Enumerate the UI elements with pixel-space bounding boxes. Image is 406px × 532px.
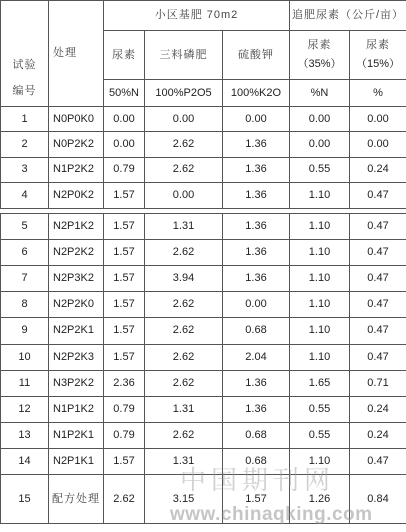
cell-no: 3 <box>1 157 49 182</box>
cell-treatment: N2P2K3 <box>49 344 104 370</box>
header-topdress: 追肥尿素（公斤/亩） <box>290 1 406 31</box>
cell-u15: 0.47 <box>350 318 406 344</box>
header-superphosphate: 三料磷肥 <box>145 31 223 80</box>
cell-p: 2.62 <box>145 318 223 344</box>
cell-u35: 1.10 <box>290 183 350 208</box>
cell-u15: 0.47 <box>350 239 406 265</box>
cell-treatment: 配方处理 <box>49 475 104 524</box>
table-row <box>1 213 406 239</box>
cell-u35: 0.55 <box>290 423 350 449</box>
cell-treatment: N2P2K2 <box>49 239 104 265</box>
table-row <box>1 183 406 208</box>
table-row <box>1 107 406 132</box>
cell-k: 2.04 <box>223 344 290 370</box>
cell-u15: 0.47 <box>350 449 406 475</box>
table-row <box>1 318 406 344</box>
header-base-fertilizer: 小区基肥 70m2 <box>104 1 290 31</box>
cell-urea: 1.57 <box>104 239 145 265</box>
cell-no: 11 <box>1 370 49 396</box>
table-row <box>1 370 406 396</box>
header-urea-15-name: 尿素 <box>366 39 391 51</box>
cell-urea: 0.79 <box>104 423 145 449</box>
cell-u35: 1.10 <box>290 318 350 344</box>
cell-urea: 2.62 <box>104 475 145 524</box>
table-row <box>1 423 406 449</box>
cell-p: 2.62 <box>145 344 223 370</box>
cell-no: 10 <box>1 344 49 370</box>
cell-k: 0.68 <box>223 423 290 449</box>
cell-p: 2.62 <box>145 370 223 396</box>
cell-u15: 0.84 <box>350 475 406 524</box>
cell-p: 1.31 <box>145 396 223 422</box>
cell-treatment: N2P1K1 <box>49 449 104 475</box>
cell-urea: 1.57 <box>104 265 145 291</box>
cell-u35: 0.00 <box>290 107 350 132</box>
header-urea-35-name: 尿素 <box>307 39 332 51</box>
cell-treatment: N2P1K2 <box>49 213 104 239</box>
cell-u15: 0.24 <box>350 157 406 182</box>
cell-no: 12 <box>1 396 49 422</box>
header-urea-15 <box>350 31 406 80</box>
cell-urea: 2.36 <box>104 370 145 396</box>
header-urea: 尿素 <box>104 31 145 80</box>
table-row <box>1 475 406 524</box>
cell-u35: 1.10 <box>290 344 350 370</box>
cell-p: 0.00 <box>145 107 223 132</box>
cell-p: 2.62 <box>145 157 223 182</box>
cell-u35: 1.26 <box>290 475 350 524</box>
cell-p: 2.62 <box>145 423 223 449</box>
cell-u15: 0.47 <box>350 183 406 208</box>
table-row <box>1 344 406 370</box>
cell-k: 0.68 <box>223 318 290 344</box>
cell-u15: 0.00 <box>350 132 406 157</box>
cell-no: 8 <box>1 292 49 318</box>
cell-k: 1.36 <box>223 157 290 182</box>
cell-u35: 1.65 <box>290 370 350 396</box>
cell-p: 3.94 <box>145 265 223 291</box>
cell-urea: 0.79 <box>104 157 145 182</box>
cell-k: 1.36 <box>223 265 290 291</box>
cell-no: 2 <box>1 132 49 157</box>
cell-no: 14 <box>1 449 49 475</box>
cell-treatment: N2P2K1 <box>49 318 104 344</box>
header-urea-15-pct: （15%） <box>356 58 401 70</box>
cell-p: 3.15 <box>145 475 223 524</box>
cell-u15: 0.71 <box>350 370 406 396</box>
cell-p: 1.31 <box>145 213 223 239</box>
cell-treatment: N2P2K0 <box>49 292 104 318</box>
cell-k: 1.57 <box>223 475 290 524</box>
table-row <box>1 396 406 422</box>
table-row <box>1 132 406 157</box>
cell-urea: 1.57 <box>104 318 145 344</box>
cell-no: 1 <box>1 107 49 132</box>
unit-35: %N <box>290 80 350 107</box>
cell-k: 1.36 <box>223 213 290 239</box>
cell-u15: 0.24 <box>350 396 406 422</box>
cell-no: 13 <box>1 423 49 449</box>
cell-urea: 0.79 <box>104 396 145 422</box>
cell-p: 2.62 <box>145 239 223 265</box>
table-row <box>1 449 406 475</box>
cell-u35: 1.10 <box>290 213 350 239</box>
cell-k: 1.36 <box>223 132 290 157</box>
cell-urea: 1.57 <box>104 292 145 318</box>
cell-u35: 1.10 <box>290 292 350 318</box>
cell-p: 2.62 <box>145 132 223 157</box>
cell-k: 0.00 <box>223 107 290 132</box>
cell-treatment: N2P3K2 <box>49 265 104 291</box>
unit-urea: 50%N <box>104 80 145 107</box>
cell-urea: 1.57 <box>104 344 145 370</box>
header-trial-no-line1: 试验 <box>12 59 37 71</box>
header-trial-no <box>1 1 49 107</box>
cell-no: 9 <box>1 318 49 344</box>
cell-u15: 0.47 <box>350 292 406 318</box>
cell-treatment: N1P2K2 <box>49 157 104 182</box>
watermark-url: www.chinaqking.com <box>170 504 373 525</box>
table-row <box>1 292 406 318</box>
table-row <box>1 265 406 291</box>
cell-treatment: N0P2K2 <box>49 132 104 157</box>
header-treatment: 处理 <box>49 1 104 107</box>
cell-u35: 0.55 <box>290 157 350 182</box>
watermark-title: 中国期刊网 <box>180 466 336 496</box>
header-potassium-sulfate: 硫酸钾 <box>223 31 290 80</box>
cell-k: 1.36 <box>223 396 290 422</box>
cell-k: 1.36 <box>223 183 290 208</box>
header-urea-35-pct: （35%） <box>297 58 342 70</box>
unit-p: 100%P2O5 <box>145 80 223 107</box>
cell-u15: 0.00 <box>350 107 406 132</box>
cell-u35: 0.00 <box>290 132 350 157</box>
cell-no: 15 <box>1 475 49 524</box>
cell-k: 1.36 <box>223 239 290 265</box>
unit-k: 100%K2O <box>223 80 290 107</box>
cell-urea: 0.00 <box>104 107 145 132</box>
cell-urea: 1.57 <box>104 183 145 208</box>
cell-u15: 0.47 <box>350 344 406 370</box>
cell-urea: 1.57 <box>104 449 145 475</box>
cell-k: 1.36 <box>223 370 290 396</box>
cell-u35: 1.10 <box>290 265 350 291</box>
cell-treatment: N1P2K1 <box>49 423 104 449</box>
cell-no: 7 <box>1 265 49 291</box>
header-trial-no-line2: 编号 <box>12 85 37 97</box>
cell-p: 1.31 <box>145 449 223 475</box>
cell-p: 0.00 <box>145 183 223 208</box>
cell-u35: 1.10 <box>290 239 350 265</box>
cell-u15: 0.47 <box>350 265 406 291</box>
table-row <box>1 157 406 182</box>
cell-treatment: N0P0K0 <box>49 107 104 132</box>
cell-u15: 0.47 <box>350 213 406 239</box>
table-row <box>1 239 406 265</box>
cell-urea: 0.00 <box>104 132 145 157</box>
header-urea-35 <box>290 31 350 80</box>
cell-p: 2.62 <box>145 292 223 318</box>
cell-k: 0.00 <box>223 292 290 318</box>
cell-u15: 0.24 <box>350 423 406 449</box>
cell-treatment: N2P0K2 <box>49 183 104 208</box>
cell-treatment: N1P1K2 <box>49 396 104 422</box>
cell-u35: 0.55 <box>290 396 350 422</box>
unit-15: % <box>350 80 406 107</box>
cell-no: 5 <box>1 213 49 239</box>
cell-no: 6 <box>1 239 49 265</box>
cell-no: 4 <box>1 183 49 208</box>
cell-k: 0.68 <box>223 449 290 475</box>
cell-treatment: N3P2K2 <box>49 370 104 396</box>
cell-urea: 1.57 <box>104 213 145 239</box>
cell-u35: 1.10 <box>290 449 350 475</box>
